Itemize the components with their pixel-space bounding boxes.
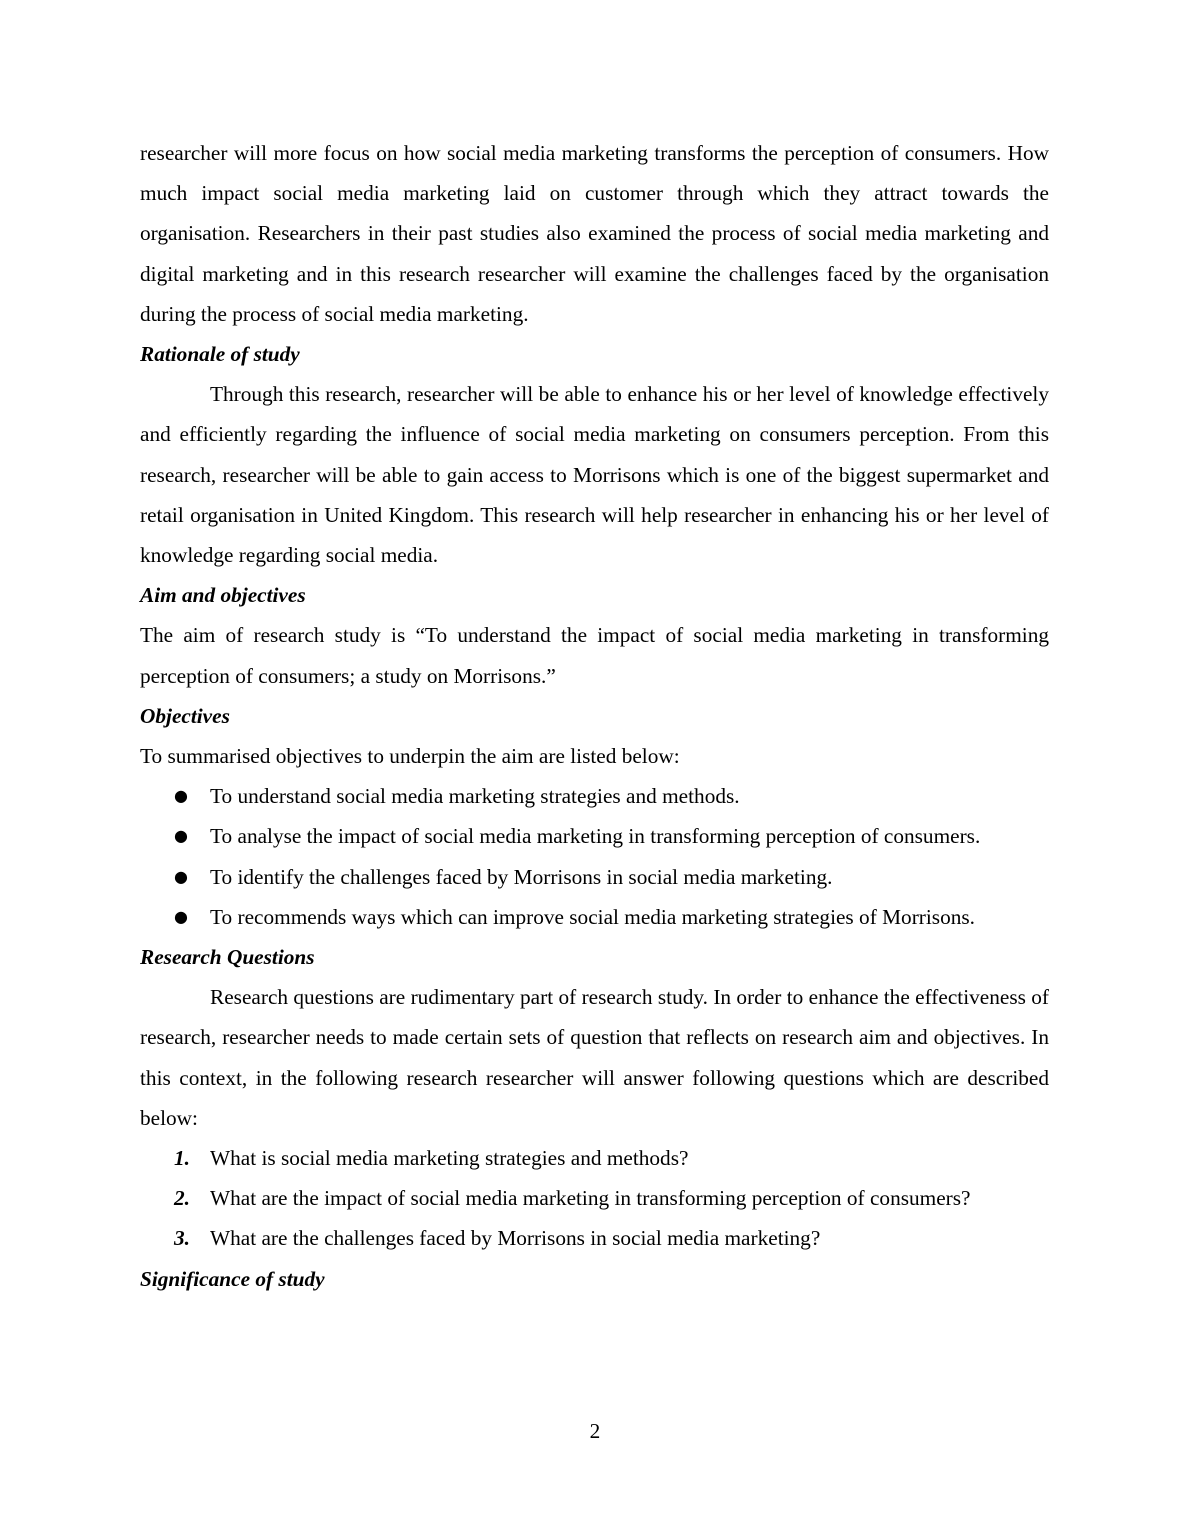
question-item <box>140 1138 1049 1178</box>
research-questions-paragraph: Research questions are rudimentary part of research study. In order to enhance the effectiveness of research, researcher needs to made certain sets of question that reflects on research aim and objectives. In this context, in the following research researcher will answer following questions which are described below: <box>140 985 1049 1130</box>
objective-text: To recommends ways which can improve social media marketing strategies of Morrisons. <box>210 904 975 929</box>
objective-item <box>140 816 1049 856</box>
page-number: 2 <box>589 1419 601 1443</box>
question-text: What are the impact of social media marketing in transforming perception of consumers? <box>210 1186 971 1211</box>
bullet-icon: ● <box>174 826 188 846</box>
page-content <box>140 133 1049 1299</box>
aim-heading: Aim and objectives <box>140 583 306 608</box>
rationale-paragraph: Through this research, researcher will be able to enhance his or her level of knowledge effectively and efficiently regarding the influence of social media marketing on consumers perception. From this research, researcher will be able to gain access to Morrisons which is one of the biggest supermarket and retail organisation in United Kingdom. This research will help researcher in enhancing his or her level of knowledge regarding social media. <box>140 382 1049 568</box>
objectives-heading: Objectives <box>140 703 230 728</box>
objective-item <box>140 897 1049 937</box>
question-number: 1. <box>174 1146 190 1171</box>
research-questions-list <box>140 1138 1049 1259</box>
question-number: 3. <box>174 1226 190 1251</box>
objective-item <box>140 857 1049 897</box>
aim-paragraph: The aim of research study is “To understand the impact of social media marketing in transforming perception of consumers; a study on Morrisons.” <box>140 623 1049 688</box>
objective-text: To understand social media marketing strategies and methods. <box>210 784 740 809</box>
objective-text: To analyse the impact of social media marketing in transforming perception of consumers. <box>210 824 981 849</box>
question-item <box>140 1178 1049 1218</box>
research-questions-heading: Research Questions <box>140 945 315 970</box>
intro-paragraph: researcher will more focus on how social media marketing transforms the perception of consumers. How much impact social media marketing laid on customer through which they attract towards the organisation. Researchers in their past studies also examined the process of social media marketing and digital marketing and in this research researcher will examine the challenges faced by the organisation during the process of social media marketing. <box>140 141 1049 326</box>
significance-heading: Significance of study <box>140 1266 325 1291</box>
question-text: What is social media marketing strategies and methods? <box>210 1146 689 1171</box>
rationale-heading: Rationale of study <box>140 342 300 367</box>
bullet-icon: ● <box>174 786 188 806</box>
objectives-intro: To summarised objectives to underpin the aim are listed below: <box>140 744 680 769</box>
bullet-icon: ● <box>174 906 188 926</box>
objective-item <box>140 776 1049 816</box>
question-text: What are the challenges faced by Morrisons in social media marketing? <box>210 1226 821 1251</box>
bullet-icon: ● <box>174 866 188 886</box>
question-item <box>140 1218 1049 1258</box>
objective-text: To identify the challenges faced by Morrisons in social media marketing. <box>210 864 833 889</box>
objectives-list <box>140 776 1049 937</box>
question-number: 2. <box>174 1186 190 1211</box>
